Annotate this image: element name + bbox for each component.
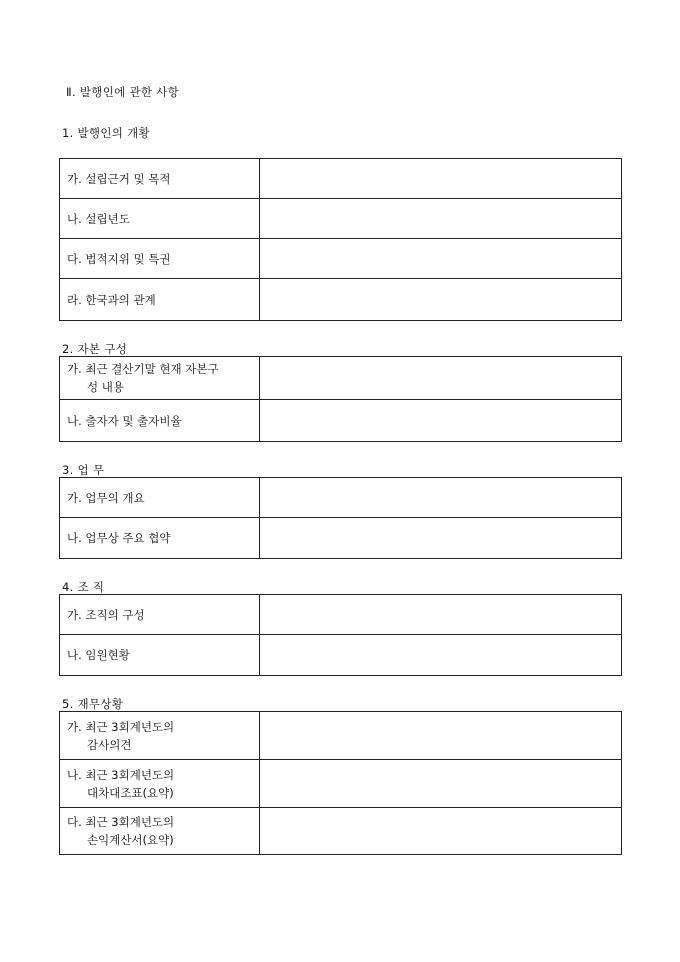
- row-label: 라. 한국과의 관계: [60, 279, 260, 321]
- section-table-4: [59, 594, 622, 676]
- row-value: [260, 199, 622, 239]
- row-label: 나. 업무상 주요 협약: [60, 518, 260, 559]
- row-value: [260, 159, 622, 199]
- table-row: [60, 635, 622, 676]
- row-label: 나. 임원현황: [60, 635, 260, 676]
- page-title: Ⅱ. 발행인에 관한 사항: [66, 85, 180, 99]
- section-table-2: [59, 356, 622, 442]
- row-label: 가. 업무의 개요: [60, 478, 260, 518]
- row-value: [260, 400, 622, 442]
- section-title-3: 3. 업 무: [62, 463, 105, 477]
- section-title-5: 5. 재무상황: [62, 697, 124, 711]
- row-label: 나. 설립년도: [60, 199, 260, 239]
- row-value: [260, 760, 622, 808]
- section-table-3: [59, 477, 622, 559]
- table-row: [60, 239, 622, 279]
- table-row: [60, 595, 622, 635]
- row-value: [260, 808, 622, 855]
- row-label: 가. 최근 결산기말 현재 자본구 성 내용: [60, 357, 260, 400]
- row-label: 가. 조직의 구성: [60, 595, 260, 635]
- table-row: [60, 518, 622, 559]
- row-value: [260, 478, 622, 518]
- section-table-5: [59, 711, 622, 855]
- row-label: 나. 출자자 및 출자비율: [60, 400, 260, 442]
- row-value: [260, 712, 622, 760]
- row-value: [260, 518, 622, 559]
- section-table-1: [59, 158, 622, 321]
- row-value: [260, 239, 622, 279]
- table-row: [60, 400, 622, 442]
- row-label: 가. 최근 3회계년도의 감사의견: [60, 712, 260, 760]
- section-title-2: 2. 자본 구성: [62, 342, 128, 356]
- table-row: [60, 478, 622, 518]
- table-row: [60, 760, 622, 808]
- table-row: [60, 199, 622, 239]
- section-title-1: 1. 발행인의 개황: [62, 126, 150, 140]
- table-row: [60, 159, 622, 199]
- table-row: [60, 808, 622, 855]
- row-value: [260, 635, 622, 676]
- table-row: [60, 357, 622, 400]
- row-value: [260, 357, 622, 400]
- table-row: [60, 279, 622, 321]
- row-label: 나. 최근 3회계년도의 대차대조표(요약): [60, 760, 260, 808]
- row-value: [260, 279, 622, 321]
- section-title-4: 4. 조 직: [62, 580, 105, 594]
- row-label: 가. 설립근거 및 목적: [60, 159, 260, 199]
- row-label: 다. 최근 3회계년도의 손익계산서(요약): [60, 808, 260, 855]
- table-row: [60, 712, 622, 760]
- row-value: [260, 595, 622, 635]
- row-label: 다. 법적지위 및 특권: [60, 239, 260, 279]
